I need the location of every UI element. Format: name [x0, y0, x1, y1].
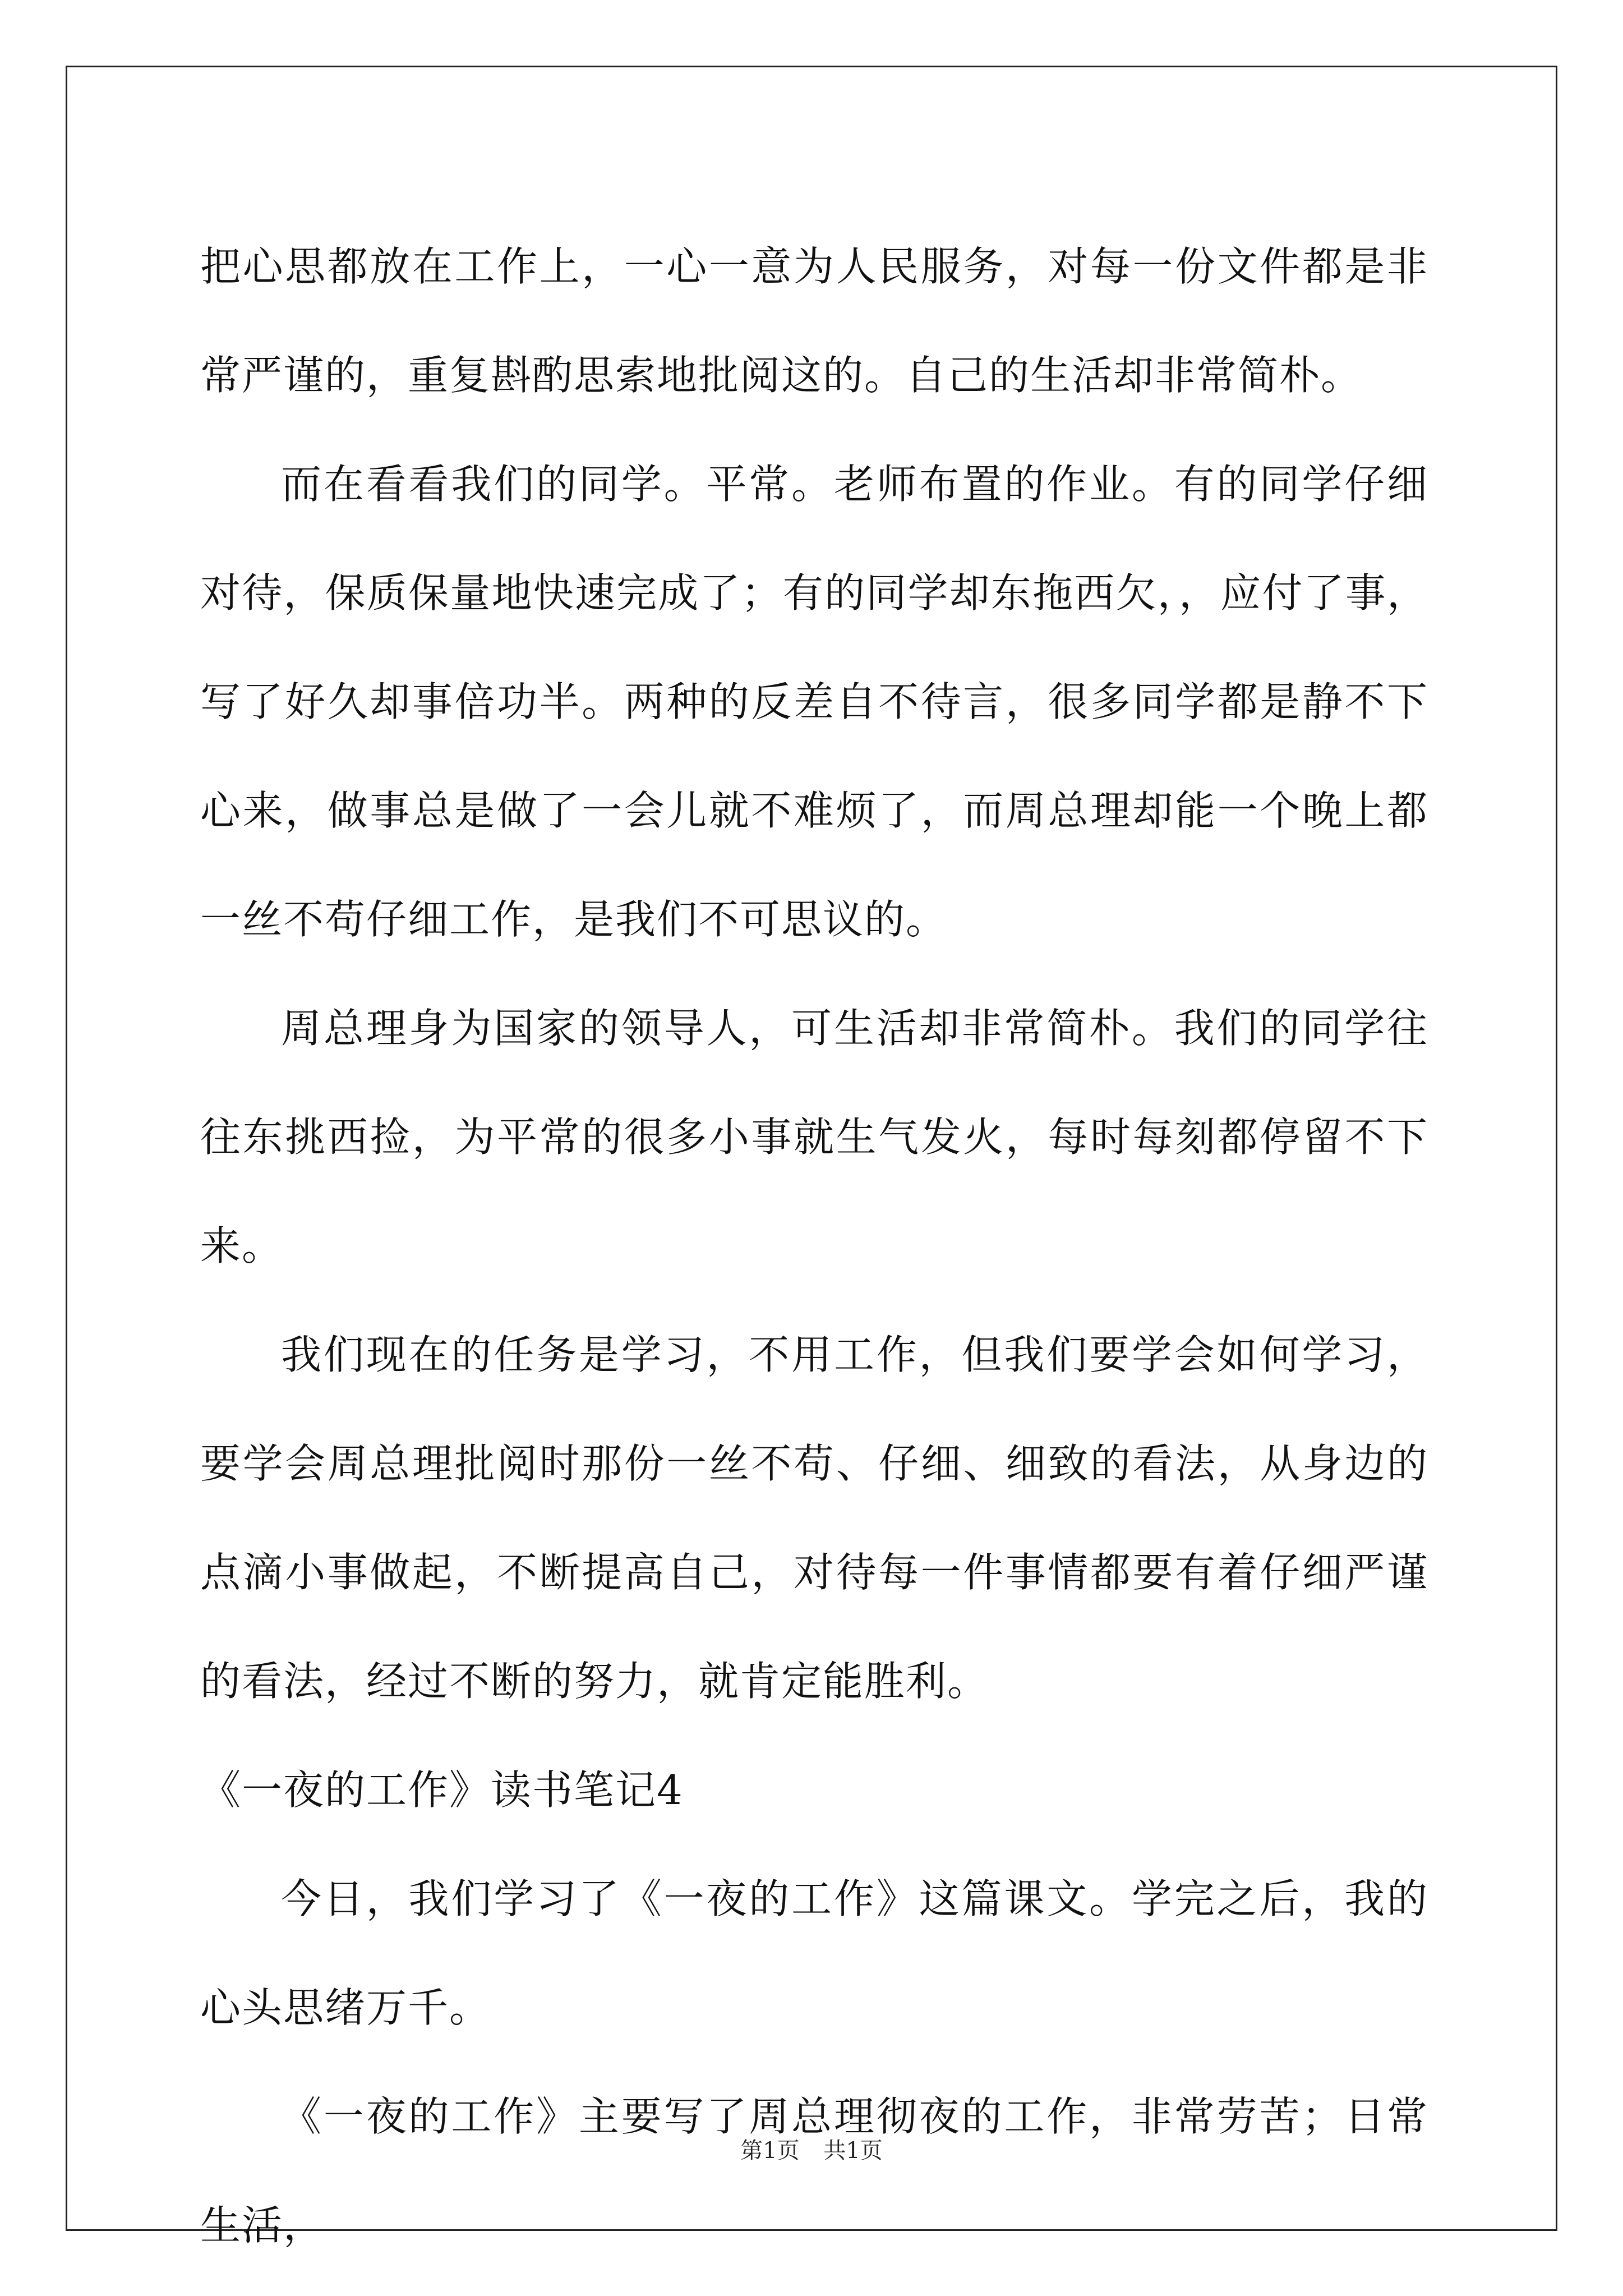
paragraph-1: 把心思都放在工作上，一心一意为人民服务，对每一份文件都是非常严谨的，重复斟酌思索地批阅这的。自己的生活却非常简朴。 — [200, 243, 1428, 399]
paragraph-6: 《一夜的工作》主要写了周总理彻夜的工作，非常劳苦；日常生活， — [200, 2093, 1428, 2249]
document-body — [200, 212, 1428, 2280]
paragraph-5: 今日，我们学习了《一夜的工作》这篇课文。学完之后，我的心头思绪万千。 — [200, 1875, 1428, 2031]
paragraph-2: 而在看看我们的同学。平常。老师布置的作业。有的同学仔细对待，保质保量地快速完成了；有的同学却东拖西欠，，应付了事，写了好久却事倍功半。两种的反差自不待言，很多同学都是静不下心来，做事总是做了一会儿就不难烦了，而周总理却能一个晚上都一丝不苟仔细工作，是我们不可思议的。 — [200, 461, 1428, 943]
page-total: 共1页 — [823, 2138, 883, 2164]
section-heading: 《一夜的工作》读书笔记4 — [200, 1766, 684, 1814]
paragraph-3: 周总理身为国家的领导人，可生活却非常简朴。我们的同学往往东挑西捡，为平常的很多小事就生气发火，每时每刻都停留不下来。 — [200, 1005, 1428, 1269]
page-footer — [0, 2133, 1623, 2165]
page-number: 第1页 — [740, 2138, 800, 2164]
paragraph-4: 我们现在的任务是学习，不用工作，但我们要学会如何学习，要学会周总理批阅时那份一丝不苟、仔细、细致的看法，从身边的点滴小事做起，不断提高自己，对待每一件事情都要有着仔细严谨的看法，经过不断的努力，就肯定能胜利。 — [200, 1331, 1428, 1705]
